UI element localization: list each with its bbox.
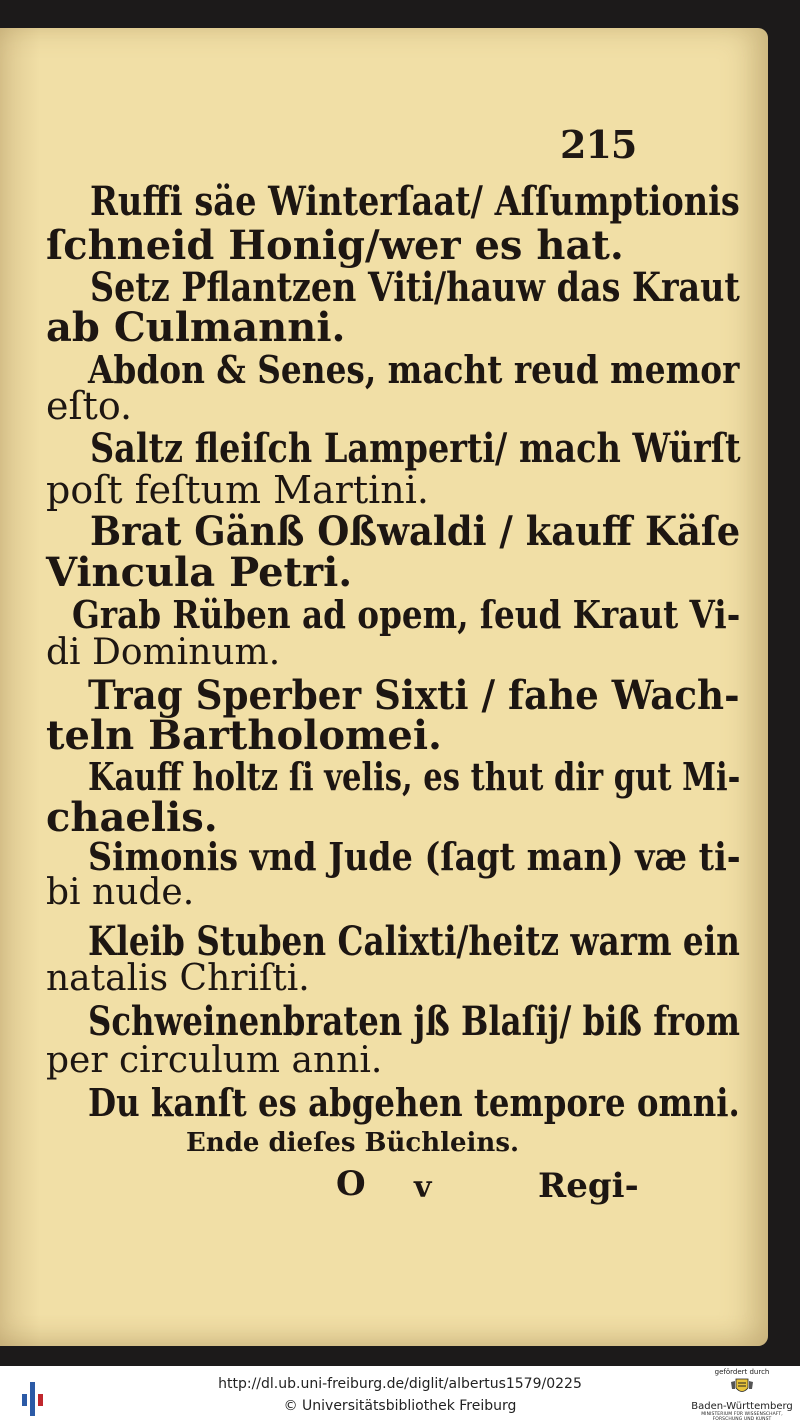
permalink-url[interactable]: http://dl.ub.uni-freiburg.de/diglit/albertus1579/0225 xyxy=(218,1376,582,1392)
text-line: Ruffi säe Winterſaat/ Aſſumptionis xyxy=(90,178,740,225)
signature-mark: O xyxy=(336,1164,366,1204)
text-line: poſt feſtum Martini. xyxy=(46,468,429,512)
state-crest-icon xyxy=(729,1377,755,1397)
text-line: Abdon & Senes, macht reud memor xyxy=(88,347,740,392)
text-line: Kleib Stuben Calixti/heitz warm ein xyxy=(88,918,740,965)
text-line: Schweinenbraten jß Blaſij/ biß from xyxy=(88,998,740,1045)
text-line: Saltz fleiſch Lamperti/ mach Würſt xyxy=(90,425,741,472)
sponsor-label: gefördert durch xyxy=(714,1368,770,1376)
text-line: di Dominum. xyxy=(46,632,281,673)
text-line: Setz Pflantzen Viti/hauw das Kraut xyxy=(90,264,740,311)
text-line: Brat Gänß Oßwaldi / kauff Käſe xyxy=(90,508,741,555)
sponsor-block xyxy=(690,1368,794,1422)
text-line: Du kanſt es abgehen tempore omni. xyxy=(88,1080,740,1125)
page-gutter-shadow xyxy=(0,28,40,1346)
text-line: Grab Rüben ad opem, ſeud Kraut Vi- xyxy=(72,592,741,637)
sponsor-ministry: MINISTERIUM FÜR WISSENSCHAFT, FORSCHUNG UND KUNST xyxy=(701,1412,783,1422)
signature-sub: v xyxy=(414,1170,432,1205)
text-line: ſchneid Honig/wer es hat. xyxy=(46,222,624,269)
page-number: 215 xyxy=(560,122,637,167)
text-line: natalis Chriſti. xyxy=(46,958,310,999)
text-line: Kauff holtz ſi velis, es thut dir gut Mi- xyxy=(88,754,741,799)
text-line: eſto. xyxy=(46,384,133,428)
text-line: bi nude. xyxy=(46,872,195,913)
copyright-notice: © Universitätsbibliothek Freiburg xyxy=(283,1398,517,1414)
text-line: per circulum anni. xyxy=(46,1040,383,1081)
text-line: teln Bartholomei. xyxy=(46,712,442,759)
text-line: Trag Sperber Sixti / fahe Wach- xyxy=(88,672,740,719)
closing-line: Ende dieſes Büchleins. xyxy=(186,1128,520,1158)
catchword: Regi- xyxy=(538,1166,639,1206)
text-line: Simonis vnd Jude (ſagt man) væ ti- xyxy=(88,834,741,879)
text-line: Vincula Petri. xyxy=(46,549,353,596)
text-line: ab Culmanni. xyxy=(46,304,346,351)
viewer-footer xyxy=(0,1366,800,1425)
text-line: chaelis. xyxy=(46,794,218,841)
sponsor-name: Baden-Württemberg xyxy=(691,1401,793,1412)
